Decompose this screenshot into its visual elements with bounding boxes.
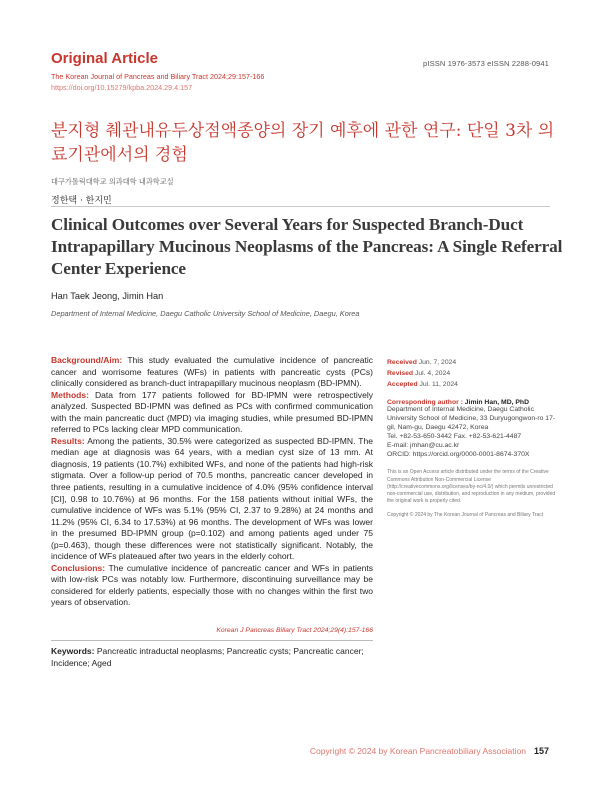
doi-link[interactable]: https://doi.org/10.15279/kpba.2024.29.4.157 <box>51 83 193 92</box>
corresponding-label: Corresponding author : <box>387 399 463 406</box>
methods-text: Data from 177 patients followed for BD-IPMN were retrospectively analyzed. Suspected BD-IPMN was defined as PCs with confirmed communication with the main pancreatic duct (MPD) via imaging studies, while presumed BD-IPMN referred to PCs lacking clear MPD communication. <box>51 389 373 435</box>
results-text: Among the patients, 30.5% were categorized as suspected BD-IPMN. The median age at diagnosis was 64 years, with a median cyst size of 13 mm. At diagnosis, 19 patients (10.7%) exhibited WFs, and none of the patients had high-risk stigmata. Over a follow-up period of 70.5 months, pancreatic cancer developed in three patients, resulting in a cumulative incidence of 4.0% (95% confidence interval [CI], 0.98 to 10.76%) at 96 months. For the 158 patients without initial WFs, the cumulative incidence of WFs was 5.1% (95% CI, 2.37 to 9.28%) at 24 months and 11.2% (95% CI, 6.34 to 17.53%) at 96 months. The development of WFs was lower in the presumed BD-IPMN group (p=0.102) and among patients aged under 75 (p=0.463), though these differences were not statistically significant. Notably, the incidence of WFs plateaued after two years in the elderly cohort. <box>51 435 373 562</box>
revised-value: Jul. 4, 2024 <box>413 370 451 377</box>
abstract-citation: Korean J Pancreas Biliary Tract 2024;29(4):157-166 <box>216 627 373 634</box>
accepted-label: Accepted <box>387 381 418 388</box>
corresponding-name: Jimin Han, MD, PhD <box>462 399 529 406</box>
background-heading: Background/Aim: <box>51 355 123 365</box>
methods-heading: Methods: <box>51 389 89 400</box>
received-date <box>387 357 559 368</box>
open-access-notice: This is an Open Access article distributed under the terms of the Creative Commons Attribution Non-Commercial License (http://creativecommons.org/licenses/by-nc/4.0/) which permits unrestricted non-commercial use, distribution, and reproduction in any medium, provided the original work is properly cited. <box>387 469 556 504</box>
title-divider <box>51 206 550 207</box>
keywords-text: Pancreatic intraductal neoplasms; Pancreatic cysts; Pancreatic cancer; Incidence; Aged <box>51 646 364 668</box>
abstract <box>51 355 373 609</box>
journal-copyright: Copyright © 2024 by The Korean Journal of Pancreas and Biliary Tract <box>387 511 544 518</box>
english-authors: Han Taek Jeong, Jimin Han <box>51 291 164 301</box>
korean-affiliation: 대구가톨릭대학교 의과대학 내과학교실 <box>51 177 174 186</box>
footer-copyright: Copyright © 2024 by Korean Pancreatobiliary Association <box>309 746 526 756</box>
korean-authors: 정한택 · 한지민 <box>51 196 112 206</box>
keywords <box>51 646 373 669</box>
accepted-value: Jul. 11, 2024 <box>417 381 458 388</box>
page-footer <box>310 746 549 756</box>
abstract-conclusions <box>51 563 373 609</box>
results-heading: Results: <box>51 435 85 446</box>
revised-label: Revised <box>387 370 414 377</box>
conclusions-heading: Conclusions: <box>51 562 106 573</box>
corresponding-contact: Department of Internal Medicine, Daegu Catholic University School of Medicine, 33 Duryugongwon-ro 17-gil, Nam-gu, Daegu 42472, Korea Tel. +82-53-650-3442 Fax. +82-53-621-4487 E-mail: jmhan@cu.ac.kr ORCID: https://orcid.org/0000-0001-8674-370X <box>387 406 556 458</box>
abstract-background <box>51 355 373 390</box>
revised-date <box>387 368 559 379</box>
received-label: Received <box>387 359 417 366</box>
conclusions-text: The cumulative incidence of pancreatic cancer and WFs in patients with low-risk PCs was notably low. Furthermore, discontinuing surveillance may be considered for elderly patients, especially those with no changes within the first two years of observation. <box>51 562 373 608</box>
abstract-methods <box>51 390 373 436</box>
background-text: This study evaluated the cumulative incidence of pancreatic cancer and worrisome features (WFs) in patients with pancreatic cysts (PCs) clinically considered as branch-duct intrapapillary mucinous neoplasm (BD-IPMN). <box>51 355 373 389</box>
korean-title: 분지형 췌관내유두상점액종양의 장기 예후에 관한 연구: 단일 3차 의료기관에서의 경험 <box>51 121 555 165</box>
english-title: Clinical Outcomes over Several Years for Suspected Branch-Duct Intrapapillary Mucinous Neoplasms of the Pancreas: A Single Referral Center Experience <box>51 215 563 278</box>
section-label: Original Article <box>51 50 158 67</box>
article-info-sidebar <box>387 357 559 518</box>
issn-info: pISSN 1976-3573 eISSN 2288-0941 <box>423 59 549 68</box>
english-affiliation: Department of Internal Medicine, Daegu Catholic University School of Medicine, Daegu, Korea <box>51 309 360 318</box>
abstract-results <box>51 436 373 563</box>
keywords-label: Keywords: <box>51 646 95 656</box>
received-value: Jun. 7, 2024 <box>416 359 457 366</box>
page-number: 157 <box>533 746 549 756</box>
abstract-divider <box>51 640 373 641</box>
accepted-date <box>387 379 559 390</box>
corresponding-author <box>387 399 559 406</box>
journal-citation: The Korean Journal of Pancreas and Biliary Tract 2024;29:157-166 <box>51 72 265 81</box>
